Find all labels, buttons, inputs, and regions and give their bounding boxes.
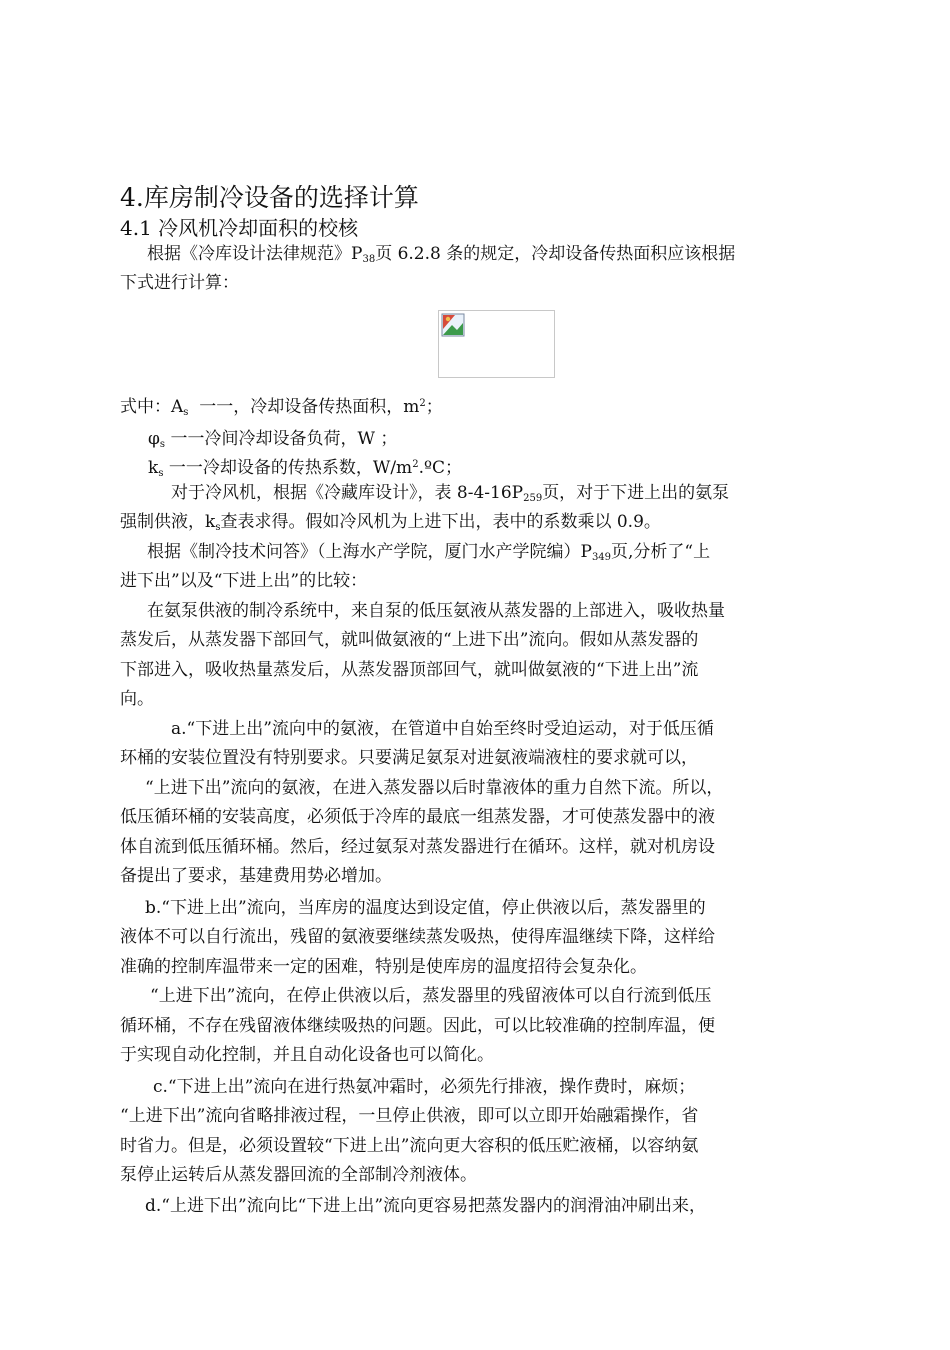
text-line: 备提出了要求，基建费用势必增加。	[120, 865, 392, 886]
text-line: 蒸发后，从蒸发器下部回气，就叫做氨液的“上进下出”流向。假如从蒸发器的	[120, 630, 699, 651]
formula-image	[438, 310, 555, 378]
subscript: s	[183, 407, 189, 418]
text-run: 一一，冷却设备传热面积，m	[188, 397, 420, 417]
text-line: 泵停止运转后从蒸发器回流的全部制冷剂液体。	[120, 1165, 477, 1186]
subscript: 38	[362, 254, 376, 265]
subsection-heading: 4.1 冷风机冷却面积的校核	[120, 216, 359, 240]
text-line: 于实现自动化控制，并且自动化设备也可以简化。	[120, 1044, 494, 1065]
superscript: 2	[412, 459, 419, 470]
text-run: 页，对于下进上出的氨泵	[542, 483, 730, 503]
point-c-paragraph	[120, 1073, 835, 1191]
subscript: 349	[591, 552, 612, 563]
text-line: 低压循环桶的安装高度，必须低于冷库的最底一组蒸发器，才可使蒸发器中的液	[120, 807, 715, 828]
superscript: 2	[419, 398, 426, 409]
text-run: 一一冷间冷却设备负荷，W ；	[165, 429, 398, 449]
text-line: b.“下进上出”流向，当库房的温度达到设定值，停止供液以后，蒸发器里的	[145, 898, 706, 918]
text-line: 体自流到低压循环桶。然后，经过氨泵对蒸发器进行在循环。这样，就对机房设	[120, 836, 715, 857]
section-heading: 4.库房制冷设备的选择计算	[120, 183, 419, 212]
text-line: 准确的控制库温带来一定的困难，特别是使库房的温度招待会复杂化。	[120, 956, 647, 977]
text-run: 强制供液，k	[120, 512, 216, 533]
subscript: s	[159, 439, 166, 450]
text-run: 对于冷风机，根据《冷藏库设计》，表 8-4-16P	[171, 483, 524, 503]
text-line: 向。	[120, 689, 154, 710]
text-line: c.“下进上出”流向在进行热氨冲霜时，必须先行排液，操作费时，麻烦；	[153, 1077, 696, 1097]
text-line: “上进下出”流向省略排液过程，一旦停止供液，即可以立即开始融霜操作，省	[120, 1106, 699, 1127]
def-As	[120, 392, 443, 417]
text-run: 根据《制冷技术问答》（上海水产学院，厦门水产学院编）P	[147, 542, 592, 562]
subscript: s	[215, 522, 221, 534]
system-paragraph	[120, 597, 835, 715]
subscript: 259	[523, 493, 543, 504]
text-run: 一一冷却设备的传热系数，W/m	[163, 458, 413, 478]
point-d-paragraph	[120, 1192, 835, 1221]
text-line: 进下出”以及“下进上出”的比较：	[120, 571, 368, 592]
text-line: 下部进入，吸收热量蒸发后，从蒸发器顶部回气，就叫做氨液的“下进上出”流	[120, 659, 699, 680]
text-line: 下式进行计算：	[120, 273, 239, 294]
text-run: .ºC；	[418, 458, 462, 478]
fan-paragraph	[120, 479, 835, 538]
text-line: a.“下进上出”流向中的氨液，在管道中自始至终时受迫运动，对于低压循	[171, 719, 714, 739]
text-line: “上进下出”流向的氨液，在进入蒸发器以后时靠液体的重力自然下流。所以，	[145, 777, 724, 798]
text-run: 根据《冷库设计法律规范》P	[147, 244, 363, 264]
text-run: 式中：A	[120, 397, 184, 417]
text-run: k	[148, 458, 159, 478]
text-run: 页 6.2.8 条的规定，冷却设备传热面积应该根据	[375, 244, 736, 264]
text-line: 在氨泵供液的制冷系统中，来自泵的低压氨液从蒸发器的上部进入，吸收热量	[147, 601, 725, 621]
point-b-paragraph	[120, 894, 835, 1070]
broken-image-icon	[441, 313, 465, 337]
text-line: d.“上进下出”流向比“下进上出”流向更容易把蒸发器内的润滑油冲刷出来，	[145, 1196, 707, 1216]
text-run: ；	[425, 397, 443, 417]
text-run: 页,分析了“上	[611, 542, 711, 562]
text-run: φ	[148, 429, 160, 449]
text-line: 环桶的安装位置没有特别要求。只要满足氨泵对进氨液端液柱的要求就可以，	[120, 748, 698, 769]
text-line: 液体不可以自行流出，残留的氨液要继续蒸发吸热，使得库温继续下降，这样给	[120, 927, 715, 948]
def-phi	[148, 424, 397, 449]
qa-paragraph	[120, 538, 835, 597]
def-k	[148, 453, 462, 478]
subscript: s	[158, 468, 164, 479]
text-line: 时省力。但是，必须设置较“下进上出”流向更大容积的低压贮液桶，以容纳氨	[120, 1135, 699, 1156]
text-line: “上进下出”流向，在停止供液以后，蒸发器里的残留液体可以自行流到低压	[150, 986, 712, 1007]
text-run: 查表求得。假如冷风机为上进下出，表中的系数乘以 0.9。	[220, 512, 661, 533]
text-line: 循环桶，不存在残留液体继续吸热的问题。因此，可以比较准确的控制库温，便	[120, 1015, 715, 1036]
intro-paragraph	[120, 240, 835, 299]
point-a-paragraph	[120, 715, 835, 891]
